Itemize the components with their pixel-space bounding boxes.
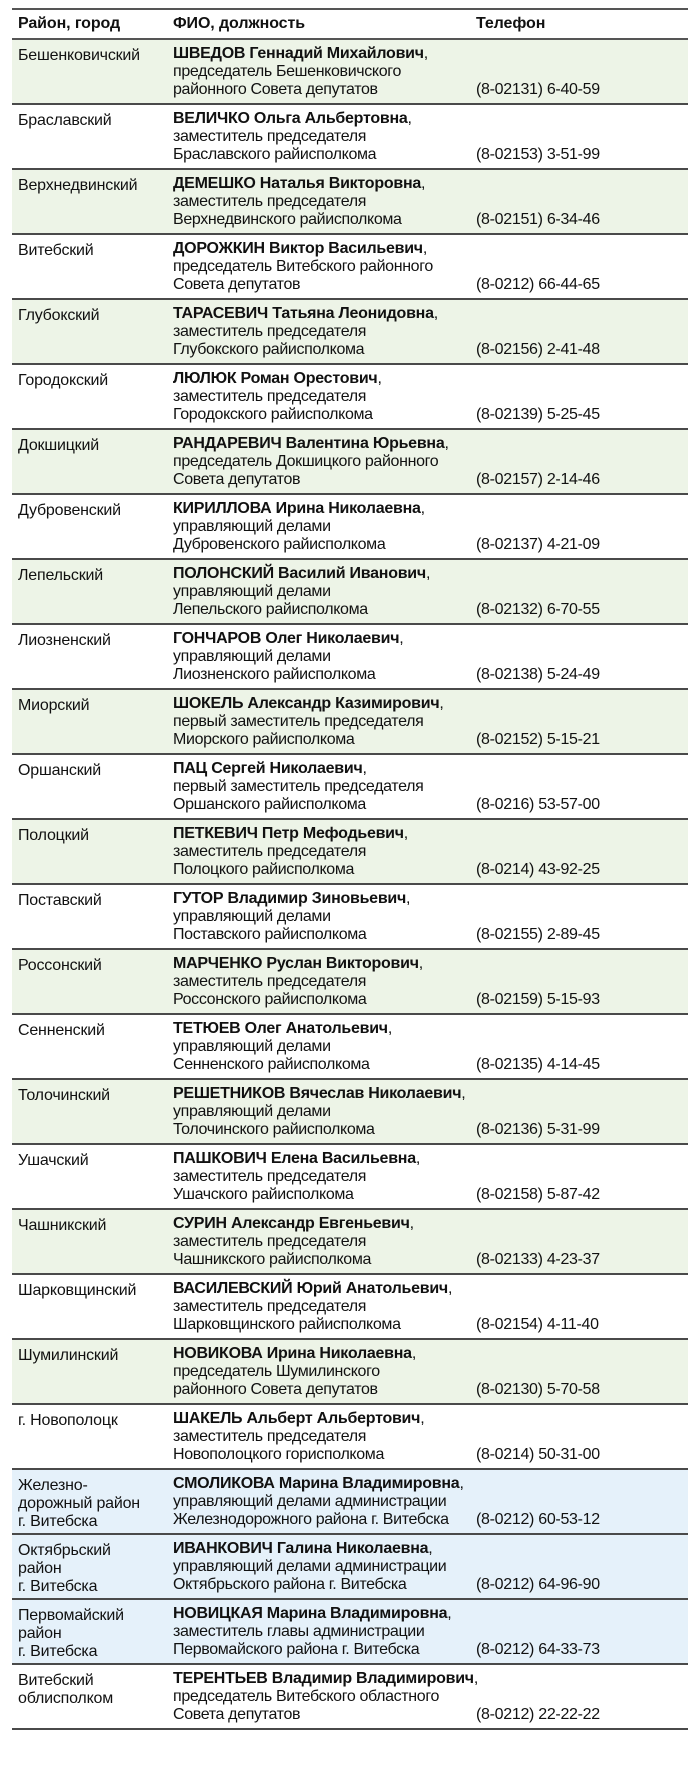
position-line-1: управляющий делами bbox=[173, 518, 331, 535]
name-comma: , bbox=[411, 1345, 417, 1362]
position-line-2: Дубровенского райисполкома bbox=[173, 536, 386, 553]
position-line-1: председатель Витебского районного bbox=[173, 258, 433, 275]
person-name: ИВАНКОВИЧ Галина Николаевна bbox=[173, 1540, 429, 1557]
position-line-2: Поставского райисполкома bbox=[173, 926, 367, 943]
name-comma: , bbox=[403, 825, 408, 842]
phone-cell: (8-02133) 4-23-37 bbox=[472, 1209, 688, 1274]
district-cell: г. Новополоцк bbox=[12, 1404, 165, 1469]
position-line-1: управляющий делами администрации bbox=[173, 1493, 447, 1510]
phone-cell: (8-02155) 2-89-45 bbox=[472, 884, 688, 949]
position-line-1: первый заместитель председателя bbox=[173, 713, 424, 730]
person-name: ПОЛОНСКИЙ Василий Иванович bbox=[173, 565, 426, 582]
phone-cell: (8-02152) 5-15-21 bbox=[472, 689, 688, 754]
name-comma: , bbox=[418, 955, 423, 972]
position-line-1: первый заместитель председателя bbox=[173, 778, 424, 795]
district-cell: Лиозненский bbox=[12, 624, 165, 689]
phone-cell: (8-0214) 50-31-00 bbox=[472, 1404, 688, 1469]
fio-cell bbox=[165, 754, 472, 819]
person-name: РЕШЕТНИКОВ Вячеслав Николаевич bbox=[173, 1085, 462, 1102]
district-cell: Оршанский bbox=[12, 754, 165, 819]
position-line-2: Миорского райисполкома bbox=[173, 731, 355, 748]
table-row bbox=[12, 754, 688, 819]
phone-cell: (8-02138) 5-24-49 bbox=[472, 624, 688, 689]
fio-line bbox=[173, 305, 472, 323]
phone-cell: (8-02151) 6-34-46 bbox=[472, 169, 688, 234]
name-comma: , bbox=[433, 305, 438, 322]
district-cell: Железно- дорожный район г. Витебска bbox=[12, 1469, 165, 1534]
phone-cell: (8-0212) 64-96-90 bbox=[472, 1534, 688, 1599]
position-line-1: заместитель председателя bbox=[173, 323, 367, 340]
phone-cell: (8-0214) 43-92-25 bbox=[472, 819, 688, 884]
position-line-2: Совета депутатов bbox=[173, 1706, 301, 1723]
person-name: НОВИКОВА Ирина Николаевна bbox=[173, 1345, 412, 1362]
fio-cell bbox=[165, 429, 472, 494]
position-line-2: Верхнедвинского райисполкома bbox=[173, 211, 402, 228]
person-name: ВЕЛИЧКО Ольга Альбертовна bbox=[173, 110, 408, 127]
position-line-1: управляющий делами bbox=[173, 1038, 331, 1055]
fio-cell bbox=[165, 1144, 472, 1209]
header-district: Район, город bbox=[12, 9, 165, 39]
fio-cell bbox=[165, 1664, 479, 1729]
fio-line bbox=[173, 45, 472, 63]
fio-line bbox=[173, 370, 472, 388]
district-cell: Дубровенский bbox=[12, 494, 165, 559]
person-name: ВАСИЛЕВСКИЙ Юрий Анатольевич bbox=[173, 1280, 448, 1297]
fio-line bbox=[173, 1150, 472, 1168]
district-cell: Миорский bbox=[12, 689, 165, 754]
person-name: СУРИН Александр Евгеньевич bbox=[173, 1215, 410, 1232]
position-line-1: председатель Докшицкого районного bbox=[173, 453, 439, 470]
name-comma: , bbox=[409, 1215, 414, 1232]
fio-cell bbox=[165, 819, 472, 884]
name-comma: , bbox=[439, 695, 444, 712]
district-cell: Витебский облисполком bbox=[12, 1664, 165, 1729]
district-cell: Россонский bbox=[12, 949, 165, 1014]
position-line-2: Оршанского райисполкома bbox=[173, 796, 366, 813]
phone-cell: (8-02157) 2-14-46 bbox=[472, 429, 688, 494]
position-line-1: председатель Шумилинского bbox=[173, 1363, 380, 1380]
name-comma: , bbox=[421, 175, 426, 192]
position-line-2: Полоцкого райисполкома bbox=[173, 861, 355, 878]
table-row bbox=[12, 559, 688, 624]
fio-cell bbox=[165, 689, 472, 754]
phone-cell: (8-02156) 2-41-48 bbox=[472, 299, 688, 364]
fio-cell bbox=[165, 1339, 472, 1404]
position-line-1: управляющий делами bbox=[173, 583, 331, 600]
fio-line bbox=[173, 630, 472, 648]
person-name: ГОНЧАРОВ Олег Николаевич bbox=[173, 630, 400, 647]
district-cell: Первомайский район г. Витебска bbox=[12, 1599, 165, 1664]
fio-cell bbox=[165, 494, 472, 559]
name-comma: , bbox=[387, 1020, 393, 1037]
position-line-2: Новополоцкого горисполкома bbox=[173, 1446, 385, 1463]
fio-line bbox=[173, 1345, 472, 1363]
person-name: ПАШКОВИЧ Елена Васильевна bbox=[173, 1150, 416, 1167]
fio-cell bbox=[165, 39, 472, 104]
table-row bbox=[12, 1079, 688, 1144]
phone-cell: (8-02158) 5-87-42 bbox=[472, 1144, 688, 1209]
fio-line bbox=[173, 695, 472, 713]
position-line-1: заместитель председателя bbox=[173, 193, 367, 210]
district-cell: Докшицкий bbox=[12, 429, 165, 494]
name-comma: , bbox=[422, 240, 428, 257]
table-row bbox=[12, 1599, 688, 1664]
district-cell: Верхнедвинский bbox=[12, 169, 165, 234]
table-row bbox=[12, 1144, 688, 1209]
person-name: ШАКЕЛЬ Альберт Альбертович bbox=[173, 1410, 421, 1427]
fio-line bbox=[173, 565, 472, 583]
fio-line bbox=[173, 825, 472, 843]
phone-cell: (8-0212) 60-53-12 bbox=[472, 1469, 688, 1534]
district-cell: Ушачский bbox=[12, 1144, 165, 1209]
district-cell: Городокский bbox=[12, 364, 165, 429]
person-name: ШОКЕЛЬ Александр Казимирович bbox=[173, 695, 440, 712]
person-name: КИРИЛЛОВА Ирина Николаевна bbox=[173, 500, 421, 517]
fio-cell bbox=[165, 1209, 472, 1274]
fio-cell bbox=[165, 1404, 472, 1469]
phone-cell: (8-02132) 6-70-55 bbox=[472, 559, 688, 624]
name-comma: , bbox=[362, 760, 367, 777]
phone-cell: (8-0212) 22-22-22 bbox=[472, 1664, 688, 1729]
table-row bbox=[12, 1534, 688, 1599]
person-name: ШВЕДОВ Геннадий Михайлович bbox=[173, 45, 424, 62]
table-row bbox=[12, 949, 688, 1014]
table-row bbox=[12, 1209, 688, 1274]
district-cell: Шумилинский bbox=[12, 1339, 165, 1404]
phone-cell: (8-02137) 4-21-09 bbox=[472, 494, 688, 559]
fio-line bbox=[173, 1475, 472, 1493]
table-row bbox=[12, 299, 688, 364]
name-comma: , bbox=[461, 1085, 466, 1102]
person-name: НОВИЦКАЯ Марина Владимировна bbox=[173, 1605, 448, 1622]
contact-table bbox=[12, 8, 688, 1730]
position-line-2: Ушачского райисполкома bbox=[173, 1186, 354, 1203]
fio-line bbox=[173, 890, 472, 908]
table-row bbox=[12, 1469, 688, 1534]
position-line-2: Лепельского райисполкома bbox=[173, 601, 368, 618]
table-row bbox=[12, 364, 688, 429]
table-row bbox=[12, 104, 688, 169]
district-cell: Чашникский bbox=[12, 1209, 165, 1274]
header-fio: ФИО, должность bbox=[165, 9, 472, 39]
table-row bbox=[12, 1014, 688, 1079]
position-line-2: районного Совета депутатов bbox=[173, 1381, 378, 1398]
table-body bbox=[12, 39, 688, 1729]
name-comma: , bbox=[473, 1670, 479, 1687]
phone-cell: (8-02154) 4-11-40 bbox=[472, 1274, 688, 1339]
position-line-2: Толочинского райисполкома bbox=[173, 1121, 375, 1138]
name-comma: , bbox=[415, 1150, 421, 1167]
fio-cell bbox=[165, 364, 472, 429]
position-line-2: Чашникского райисполкома bbox=[173, 1251, 372, 1268]
position-line-1: заместитель председателя bbox=[173, 973, 367, 990]
person-name: МАРЧЕНКО Руслан Викторович bbox=[173, 955, 419, 972]
fio-cell bbox=[165, 1469, 472, 1534]
position-line-2: Глубокского райисполкома bbox=[173, 341, 365, 358]
table-header bbox=[12, 9, 688, 39]
fio-line bbox=[173, 1085, 472, 1103]
fio-cell bbox=[165, 104, 472, 169]
fio-cell bbox=[165, 884, 472, 949]
fio-cell bbox=[165, 1014, 472, 1079]
phone-cell: (8-02131) 6-40-59 bbox=[472, 39, 688, 104]
position-line-2: Сенненского райисполкома bbox=[173, 1056, 370, 1073]
position-line-2: Железнодорожного района г. Витебска bbox=[173, 1511, 449, 1528]
fio-cell bbox=[165, 559, 472, 624]
table-row bbox=[12, 624, 688, 689]
table-row bbox=[12, 1664, 688, 1729]
fio-line bbox=[173, 1020, 472, 1038]
table-row bbox=[12, 169, 688, 234]
position-line-2: Первомайского района г. Витебска bbox=[173, 1641, 420, 1658]
name-comma: , bbox=[459, 1475, 464, 1492]
table-row bbox=[12, 1274, 688, 1339]
position-line-1: председатель Витебского областного bbox=[173, 1688, 439, 1705]
fio-cell bbox=[165, 624, 472, 689]
fio-line bbox=[173, 500, 472, 518]
position-line-2: Россонского райисполкома bbox=[173, 991, 367, 1008]
table-row bbox=[12, 234, 688, 299]
fio-line bbox=[173, 1215, 472, 1233]
district-cell: Сенненский bbox=[12, 1014, 165, 1079]
fio-cell bbox=[165, 234, 472, 299]
person-name: ЛЮЛЮК Роман Орестович bbox=[173, 370, 378, 387]
district-cell: Глубокский bbox=[12, 299, 165, 364]
fio-line bbox=[173, 955, 472, 973]
phone-cell: (8-0216) 53-57-00 bbox=[472, 754, 688, 819]
fio-cell bbox=[165, 1274, 472, 1339]
phone-cell: (8-0212) 64-33-73 bbox=[472, 1599, 688, 1664]
district-cell: Октябрьский район г. Витебска bbox=[12, 1534, 165, 1599]
phone-cell: (8-0212) 66-44-65 bbox=[472, 234, 688, 299]
position-line-1: управляющий делами bbox=[173, 908, 331, 925]
position-line-1: заместитель председателя bbox=[173, 1168, 367, 1185]
fio-line bbox=[173, 760, 472, 778]
district-cell: Поставский bbox=[12, 884, 165, 949]
position-line-1: управляющий делами bbox=[173, 648, 331, 665]
fio-line bbox=[173, 435, 472, 453]
header-row bbox=[12, 9, 688, 39]
person-name: ДОРОЖКИН Виктор Васильевич bbox=[173, 240, 423, 257]
district-cell: Бешенковичский bbox=[12, 39, 165, 104]
position-line-1: заместитель председателя bbox=[173, 843, 367, 860]
position-line-1: заместитель председателя bbox=[173, 128, 367, 145]
name-comma: , bbox=[444, 435, 449, 452]
position-line-2: Браславского райисполкома bbox=[173, 146, 377, 163]
position-line-1: управляющий делами администрации bbox=[173, 1558, 447, 1575]
name-comma: , bbox=[423, 45, 428, 62]
name-comma: , bbox=[406, 890, 411, 907]
position-line-2: Шарковщинского райисполкома bbox=[173, 1316, 401, 1333]
table-row bbox=[12, 39, 688, 104]
name-comma: , bbox=[399, 630, 404, 647]
fio-cell bbox=[165, 299, 472, 364]
table-row bbox=[12, 884, 688, 949]
position-line-2: Лиозненского райисполкома bbox=[173, 666, 376, 683]
name-comma: , bbox=[425, 565, 431, 582]
name-comma: , bbox=[407, 110, 412, 127]
phone-cell: (8-02139) 5-25-45 bbox=[472, 364, 688, 429]
position-line-2: районного Совета депутатов bbox=[173, 81, 378, 98]
phone-cell: (8-02135) 4-14-45 bbox=[472, 1014, 688, 1079]
name-comma: , bbox=[447, 1605, 452, 1622]
table-row bbox=[12, 689, 688, 754]
person-name: ПЕТКЕВИЧ Петр Мефодьевич bbox=[173, 825, 404, 842]
position-line-1: заместитель председателя bbox=[173, 1428, 367, 1445]
district-cell: Витебский bbox=[12, 234, 165, 299]
person-name: ДЕМЕШКО Наталья Викторовна bbox=[173, 175, 422, 192]
fio-cell bbox=[165, 1079, 472, 1144]
fio-cell bbox=[165, 1599, 472, 1664]
name-comma: , bbox=[377, 370, 382, 387]
table-row bbox=[12, 494, 688, 559]
phone-cell: (8-02130) 5-70-58 bbox=[472, 1339, 688, 1404]
position-line-1: председатель Бешенковичского bbox=[173, 63, 401, 80]
fio-line bbox=[173, 1540, 472, 1558]
district-cell: Шарковщинский bbox=[12, 1274, 165, 1339]
position-line-2: Совета депутатов bbox=[173, 276, 301, 293]
fio-cell bbox=[165, 949, 472, 1014]
fio-line bbox=[173, 1670, 479, 1688]
table-row bbox=[12, 1339, 688, 1404]
fio-line bbox=[173, 1280, 472, 1298]
fio-cell bbox=[165, 169, 472, 234]
name-comma: , bbox=[420, 1410, 425, 1427]
district-cell: Лепельский bbox=[12, 559, 165, 624]
fio-line bbox=[173, 110, 472, 128]
person-name: ТЕРЕНТЬЕВ Владимир Владимирович bbox=[173, 1670, 474, 1687]
table-row bbox=[12, 429, 688, 494]
phone-cell: (8-02136) 5-31-99 bbox=[472, 1079, 688, 1144]
table-row bbox=[12, 819, 688, 884]
position-line-1: заместитель председателя bbox=[173, 388, 367, 405]
phone-cell: (8-02159) 5-15-93 bbox=[472, 949, 688, 1014]
person-name: СМОЛИКОВА Марина Владимировна bbox=[173, 1475, 460, 1492]
fio-line bbox=[173, 175, 472, 193]
name-comma: , bbox=[420, 500, 425, 517]
phone-cell: (8-02153) 3-51-99 bbox=[472, 104, 688, 169]
fio-line bbox=[173, 1410, 472, 1428]
fio-line bbox=[173, 240, 472, 258]
person-name: ТАРАСЕВИЧ Татьяна Леонидовна bbox=[173, 305, 434, 322]
person-name: ТЕТЮЕВ Олег Анатольевич bbox=[173, 1020, 388, 1037]
table-row bbox=[12, 1404, 688, 1469]
position-line-2: Октябрьского района г. Витебска bbox=[173, 1576, 407, 1593]
person-name: РАНДАРЕВИЧ Валентина Юрьевна bbox=[173, 435, 445, 452]
position-line-2: Совета депутатов bbox=[173, 471, 301, 488]
fio-cell bbox=[165, 1534, 472, 1599]
district-cell: Толочинский bbox=[12, 1079, 165, 1144]
position-line-2: Городокского райисполкома bbox=[173, 406, 373, 423]
position-line-1: заместитель главы администрации bbox=[173, 1623, 425, 1640]
district-cell: Полоцкий bbox=[12, 819, 165, 884]
person-name: ПАЦ Сергей Николаевич bbox=[173, 760, 363, 777]
header-phone: Телефон bbox=[472, 9, 688, 39]
name-comma: , bbox=[428, 1540, 433, 1557]
district-cell: Браславский bbox=[12, 104, 165, 169]
name-comma: , bbox=[447, 1280, 453, 1297]
fio-line bbox=[173, 1605, 472, 1623]
position-line-1: заместитель председателя bbox=[173, 1298, 367, 1315]
position-line-1: заместитель председателя bbox=[173, 1233, 367, 1250]
position-line-1: управляющий делами bbox=[173, 1103, 331, 1120]
person-name: ГУТОР Владимир Зиновьевич bbox=[173, 890, 407, 907]
